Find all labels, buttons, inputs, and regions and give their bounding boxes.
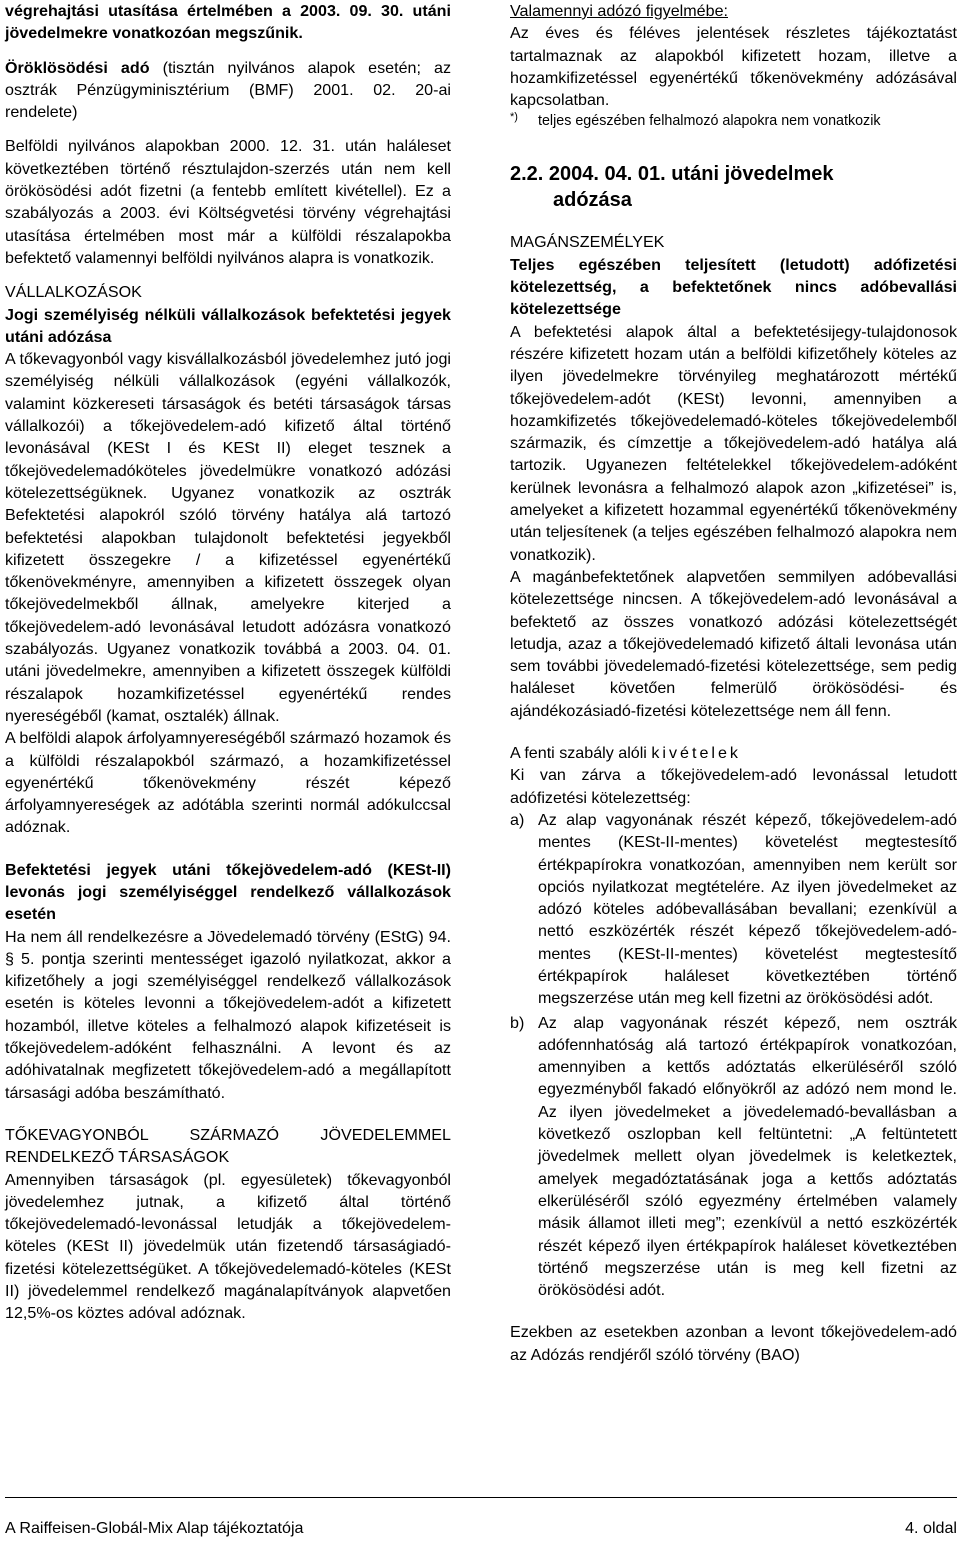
list-marker-b: b) (510, 1013, 525, 1032)
section-title-individuals: MAGÁNSZEMÉLYEK (510, 233, 665, 252)
intro-paragraph: végrehajtási utasítása értelmében a 2003. 09. 30. utáni jövedelmekre vonatkozóan megszűnik. (5, 2, 451, 43)
section-title-enterprises: VÁLLALKOZÁSOK (5, 283, 142, 302)
enterprises-paragraph-1: A tőkevagyonból vagy kisvállalkozásból jövedelemhez jutó jogi személyiség nélküli vállalkozások (egyéni vállalkozók, valamint közkereseti társaságok és betéti társaságok társas vállalkozói) a tőkejövedelem-adó kifizető által történő levonásával (KESt I és KESt II) eleget tesznek a tőkejövedelemadóköteles jövedelmükre vonatkozó adózási kötelezettségüknek. Ugyanez vonatkozik az osztrák Befektetési alapokról szóló törvény hatálya alá tartozó befektetési alapokban tulajdonolt befektetési jegyekből kifizetett összegekre / a kifizetéssel egyenértékű tőkenövekményre, amennyiben a kifizetett összegek olyan tőkejövedelmekből állnak, amelyekre kiterjed a tőkejövedelem-adó levonásával letudott adózásra vonatkozó szabályozás. Ugyanez vonatkozik továbbá a 2003. 04. 01. utáni jövedelmekre, amennyiben a kifizetett összegek külföldi részalapok hozamkifizetéssel egyenértékű rendes nyereségéből (kamat, osztalék) állnak. (5, 350, 451, 725)
footnote-text: teljes egészében felhalmozó alapokra nem vonatkozik (538, 113, 881, 130)
section-title-kest-ii: Befektetési jegyek utáni tőkejövedelem-adó (KESt-II) levonás jogi személyiséggel rendelkező vállalkozások esetén (5, 860, 451, 924)
section-title-companies: TŐKEVAGYONBÓL SZÁRMAZÓ JÖVEDELEMMEL RENDELKEZŐ TÁRSASÁGOK (5, 1125, 451, 1167)
inheritance-tax-title: Öröklösödési adó (5, 58, 150, 77)
section-subtitle-individuals: Teljes egészében teljesített (letudott) adófizetési kötelezettség, a befektetőnek nincs adóbevallási kötelezettsége (510, 255, 957, 319)
note-paragraph: Az éves és féléves jelentések részletes tájékoztatást tartalmaznak az alapokból kifizetett hozam, illetve a hozamkifizetéssel egyenértékű tőkenövekmény adózásával kapcsolatban. (510, 24, 957, 110)
section-heading-line2: adózása (553, 189, 632, 212)
page-number: 4. oldal (905, 1519, 957, 1537)
list-marker-a: a) (510, 810, 525, 829)
footnote-mark: *) (510, 111, 518, 124)
list-text-a: Az alap vagyonának részét képező, tőkejövedelem-adó mentes (KESt-II-mentes) követelést megtestesítő értékpapírokra vonatkozóan, amennyiben nem került sor opciós nyilatkozat megtételére. Az ilyen jövedelmeket az adózó köteles adóbevallásában bevallani; ezenkívül a nettó eszközérték részét képező tőkejövedelem-adó-mentes (KESt-II-mentes) követelést megtestesítő értékpapírok haláleset következtében történő megszerzése után meg kell fizetni az örökösödési adót. (538, 810, 957, 1008)
list-item (510, 809, 957, 1010)
footnote (510, 111, 957, 131)
kest-ii-paragraph: Ha nem áll rendelkezésre a Jövedelemadó törvény (EStG) 94. § 5. pontja szerinti mentességet igazoló nyilatkozat, akkor a kifizetőhely a jogi személyiséggel rendelkező vállalkozások esetén is köteles levonni a tőkejövedelem-adót a kifizetett hozamból, illetve köteles a felhalmozó alapok kifizetéseit is tőkejövedelem-adóként felhasználni. A levont és az adóhivatalnak megfizetett tőkejövedelem-adó a megállapított társasági adóba beszámítható. (5, 927, 451, 1102)
page-footer (5, 1497, 957, 1546)
enterprises-paragraph-2: A belföldi alapok árfolyamnyereségéből származó hozamok és a külföldi részalapokból származó, a hozamkifizetéssel egyenértékű tőkenövekmény részét képező árfolyamnyereségek az adótábla szerinti normál adókulccsal adóznak. (5, 729, 451, 837)
list-item (510, 1012, 957, 1302)
left-column (5, 0, 451, 1325)
closing-paragraph: Ezekben az esetekben azonban a levont tőkejövedelem-adó az Adózás rendjéről szóló törvény (BAO) (510, 1323, 957, 1364)
inheritance-tax-paragraph (5, 57, 451, 124)
exceptions-word: kivételek (651, 744, 741, 763)
domestic-funds-paragraph: Belföldi nyilvános alapokban 2000. 12. 31. után haláleset következtében történő résztulajdon-szerzés után nem kell örökösödési adót fizetni (a fentebb említett kivétellel). Ez a szabályozás a 2003. évi Költségvetési törvény végrehajtási utasítása értelmében most már a külföldi részalapokba befektető valamennyi belföldi nyilvános alapra is vonatkozik. (5, 137, 451, 267)
exceptions-list (510, 809, 957, 1302)
list-text-b: Az alap vagyonának részét képező, nem osztrák adófennhatóság alá tartozó értékpapírok vonatkozóan, amennyiben a kettős adóztatás elkerüléséről szóló egyezményből fakadó előnyökről az adózó nem mond le. Az ilyen jövedelmeket a jövedelemadó-bevallásban a következő oszlopban kell feltüntetni: „A feltüntetett jövedelmek mellett olyan jövedelmek is keletkeztek, amelyek megadóztatásának joga a kettős adóztatás elkerüléséről szóló egyezmény értelmében valamely másik államot illeti meg”; ezenkívül a nettó eszközérték részét képező ilyen értékpapírok haláleset következtében történő megszerzése után is meg kell fizetni az örökösödési adót. (538, 1013, 957, 1300)
right-column (510, 0, 957, 1366)
section-heading-line1: 2.2. 2004. 04. 01. utáni jövedelmek (510, 163, 834, 186)
section-subtitle-enterprises: Jogi személyiség nélküli vállalkozások befektetési jegyek utáni adózása (5, 305, 451, 346)
footer-title: A Raiffeisen-Globál-Mix Alap tájékoztatója (5, 1519, 304, 1537)
individuals-paragraph-2: A magánbefektetőnek alapvetően semmilyen adóbevallási kötelezettsége nincsen. A tőkejövedelem-adó levonásával a befektető az összes vonatkozó adózási kötelezettségét letudja, azaz a tőkejövedelemadó kifizető általi levonása után sem további jövedelemadó-fizetési kötelezettsége, sem pedig haláleset követően felmerülő örökösödési- és ajándékozásiadó-fizetési kötelezettsége nem áll fenn. (510, 567, 957, 720)
section-heading (510, 161, 957, 213)
exceptions-lead (510, 742, 957, 764)
companies-paragraph: Amennyiben társaságok (pl. egyesületek) tőkevagyonból jövedelemhez jutnak, a kifizető által történő tőkejövedelemadó-levonással letudják a tőkejövedelem-köteles (KESt II) jövedelmük után fizetendő társaságiadó-fizetési kötelezettségüket. A tőkejövedelemadó-köteles (KESt II) jövedelemmel rendelkező magánalapítványok alapvetően 12,5%-os köztes adóval adóznak. (5, 1170, 451, 1323)
exceptions-paragraph: Ki van zárva a tőkejövedelem-adó levonással letudott adófizetési kötelezettség: (510, 766, 957, 807)
note-title: Valamennyi adózó figyelmébe: (510, 2, 728, 20)
exceptions-lead-text: A fenti szabály alóli (510, 744, 652, 763)
individuals-paragraph-1: A befektetési alapok által a befektetésijegy-tulajdonosok részére kifizetett hozam után a belföldi kifizetőhely köteles az ilyen jövedelmekre törvényileg meghatározott mértékű tőkejövedelem-adót (KESt) levonni, amennyiben a hozamkifizetés tőkejövedelemadó-köteles tőkejövedelemből származik, és címzettje a tőkejövedelem-adó hatálya alá tartozik. Ugyanezen feltételekkel tőkejövedelem-adóként kerülnek levonásra a felhalmozó alapok azon „kifizetései” is, amelyeket a kifizetett hozammal egyenértékű tőkenövekmény után teljesítenek (a teljes egészében felhalmozó alapokra nem vonatkozik). (510, 322, 957, 564)
inheritance-tax-note: (tisztán nyilvános alapok esetén; az osztrák Pénzügyminisztérium (BMF) 2001. 02. 20-ai rendelete) (5, 58, 451, 122)
